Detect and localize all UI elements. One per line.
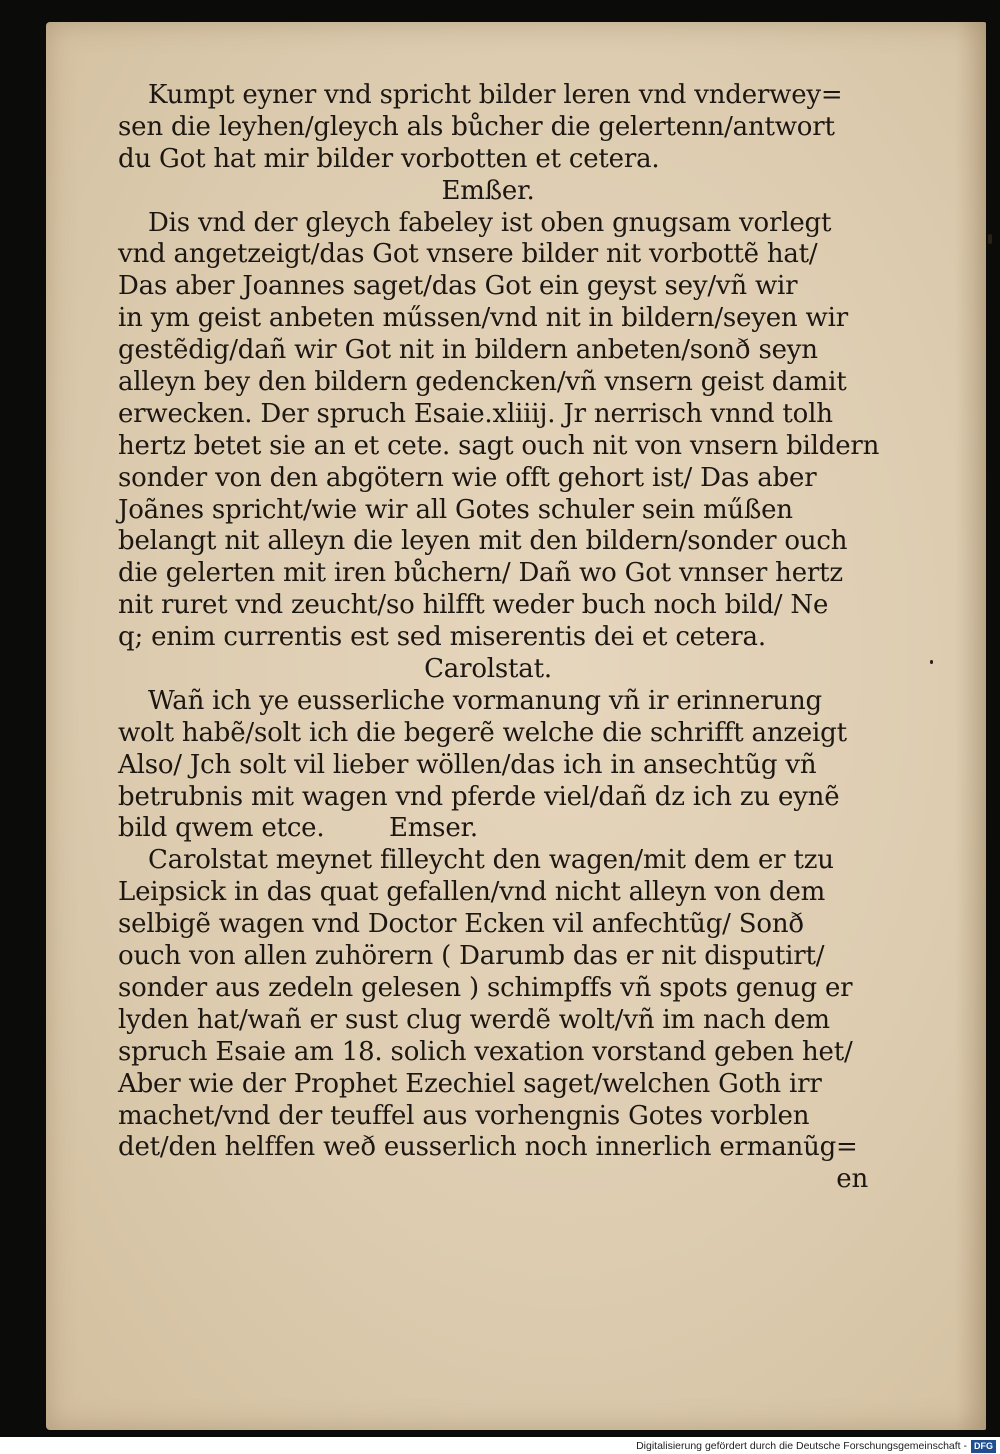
text-line: sonder aus zedeln gelesen ) schimpffs vñ spots genug er <box>118 972 853 1003</box>
text-line: Also/ Jch solt vil lieber wöllen/das ich in ansechtũg vñ <box>118 749 817 780</box>
text-line: erwecken. Der spruch Esaie.xliiij. Jr nerrisch vnnd tolh <box>118 398 833 429</box>
text-line: nit ruret vnd zeucht/so hilfft weder buch noch bild/ Ne <box>118 590 829 621</box>
text-line: Carolstat meynet filleycht den wagen/mit dem er tzu <box>148 845 834 876</box>
text-line: Kumpt eyner vnd spricht bilder leren vnd vnderwey= <box>148 80 843 110</box>
text-line: machet/vnd der teuffel aus vorhengnis Gotes vorblen <box>118 1100 810 1131</box>
funding-credit: Digitalisierung gefördert durch die Deutsche Forschungsgemeinschaft - <box>636 1440 967 1452</box>
body-text <box>118 80 898 1196</box>
text-line: ouch von allen zuhörern ( Darumb das er nit disputirt/ <box>118 941 825 972</box>
text-line: Dis vnd der gleych fabeley ist oben gnugsam vorlegt <box>148 207 832 238</box>
text-line: Das aber Joannes saget/das Got ein geyst sey/vñ wir <box>118 271 798 302</box>
page-edge-shadow <box>956 22 986 1430</box>
text-line: hertz betet sie an et cete. sagt ouch nit von vnsern bildern <box>118 430 880 461</box>
ink-speck <box>988 234 992 244</box>
text-line: belangt nit alleyn die leyen mit den bildern/sonder ouch <box>118 526 848 557</box>
text-line: Joãnes spricht/wie wir all Gotes schuler sein műßen <box>118 494 793 525</box>
text-line: q; enim currentis est sed miserentis dei et cetera. <box>118 622 766 653</box>
text-line: bild qwem etce. Emser. <box>118 813 478 844</box>
text-line: gestẽdig/dañ wir Got nit in bildern anbeten/sonð seyn <box>118 335 818 366</box>
speaker-heading: Carolstat. <box>424 654 552 685</box>
dfg-logo: DFG <box>971 1440 996 1453</box>
catchword: en <box>836 1164 868 1195</box>
ink-speck <box>930 660 933 664</box>
text-line: vnd angetzeigt/das Got vnsere bilder nit vorbottẽ hat/ <box>118 239 818 270</box>
text-line: wolt habẽ/solt ich die begerẽ welche die schrifft anzeigt <box>118 717 847 748</box>
text-line: du Got hat mir bilder vorbotten et cetera. <box>118 143 660 174</box>
text-line: Aber wie der Prophet Ezechiel saget/welchen Goth irr <box>118 1068 822 1099</box>
text-line: alleyn bey den bildern gedencken/vñ vnsern geist damit <box>118 367 847 398</box>
text-line: in ym geist anbeten műssen/vnd nit in bildern/seyen wir <box>118 303 848 334</box>
text-line: die gelerten mit iren bůchern/ Dañ wo Got vnnser hertz <box>118 558 843 589</box>
text-line: Wañ ich ye eusserliche vormanung vñ ir erinnerung <box>148 685 822 716</box>
text-line: Leipsick in das quat gefallen/vnd nicht alleyn von dem <box>118 877 826 908</box>
digitization-footer <box>636 1438 996 1454</box>
text-line: sonder von den abgötern wie offt gehort ist/ Das aber <box>118 462 817 493</box>
text-line: betrubnis mit wagen vnd pferde viel/dañ dz ich zu eynẽ <box>118 781 840 812</box>
speaker-heading: Emßer. <box>441 175 535 206</box>
text-line: selbigẽ wagen vnd Doctor Ecken vil anfechtũg/ Sonð <box>118 909 804 940</box>
text-line: det/den helffen weð eusserlich noch innerlich ermanũg= <box>118 1132 858 1163</box>
text-line: lyden hat/wañ er sust clug werdẽ wolt/vñ im nach dem <box>118 1004 830 1035</box>
text-line: spruch Esaie am 18. solich vexation vorstand geben het/ <box>118 1036 853 1067</box>
text-line: sen die leyhen/gleych als bůcher die gelertenn/antwort <box>118 111 835 142</box>
